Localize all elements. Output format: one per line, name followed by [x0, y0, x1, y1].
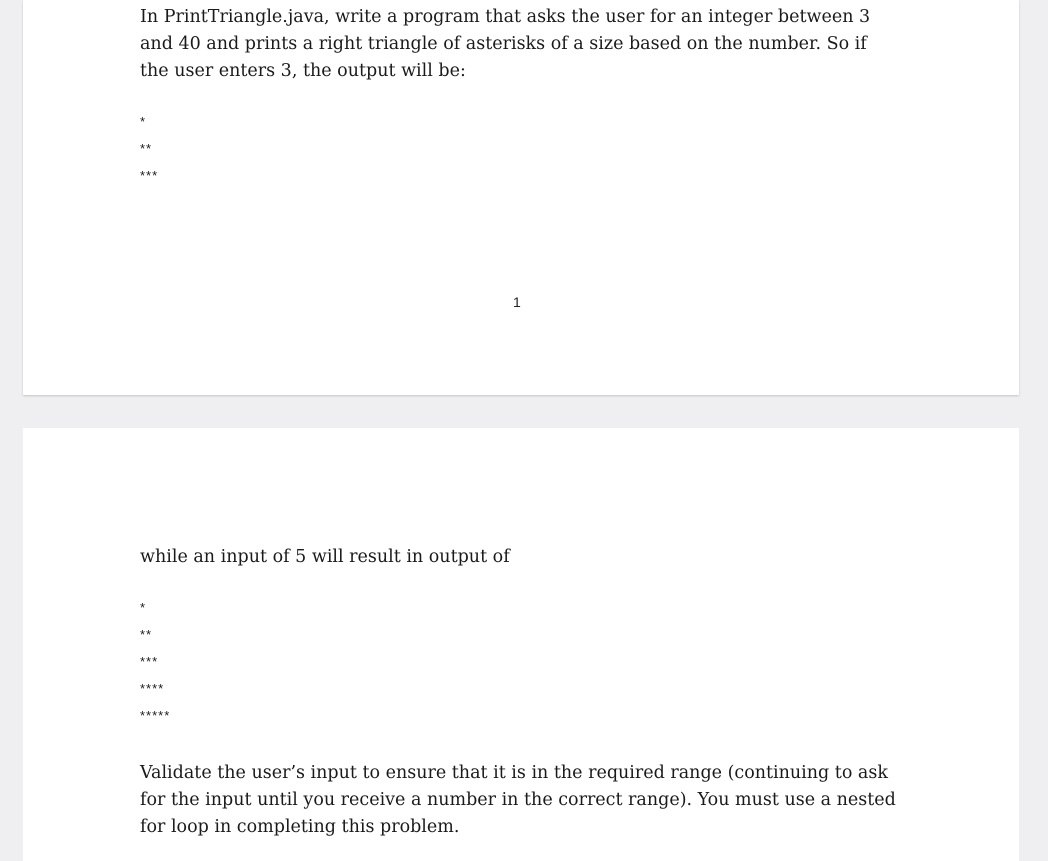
example-output-3 [140, 108, 158, 189]
output-line: ** [140, 627, 153, 642]
output-line: * [140, 600, 147, 615]
example-output-5 [140, 594, 170, 729]
output-line: *** [140, 168, 159, 183]
document-page-2 [23, 428, 1019, 861]
output-line: *** [140, 654, 159, 669]
page-number: 1 [513, 294, 521, 310]
output-line: **** [140, 681, 165, 696]
validation-instructions: Validate the user’s input to ensure that it is in the required range (continuing to ask for the input until you receive a number in the correct range). You must use a nested for loop in completing this problem. [140, 763, 896, 837]
assignment-intro: In PrintTriangle.java, write a program that asks the user for an integer between 3 and 40 and prints a right triangle of asterisks of a size based on the number. So if the user enters 3, the output will be: [140, 7, 871, 81]
document-page-1 [23, 0, 1019, 395]
output-line: ** [140, 141, 153, 156]
example-5-intro: while an input of 5 will result in output of [140, 547, 510, 567]
output-line: * [140, 114, 147, 129]
output-line: ***** [140, 708, 171, 723]
